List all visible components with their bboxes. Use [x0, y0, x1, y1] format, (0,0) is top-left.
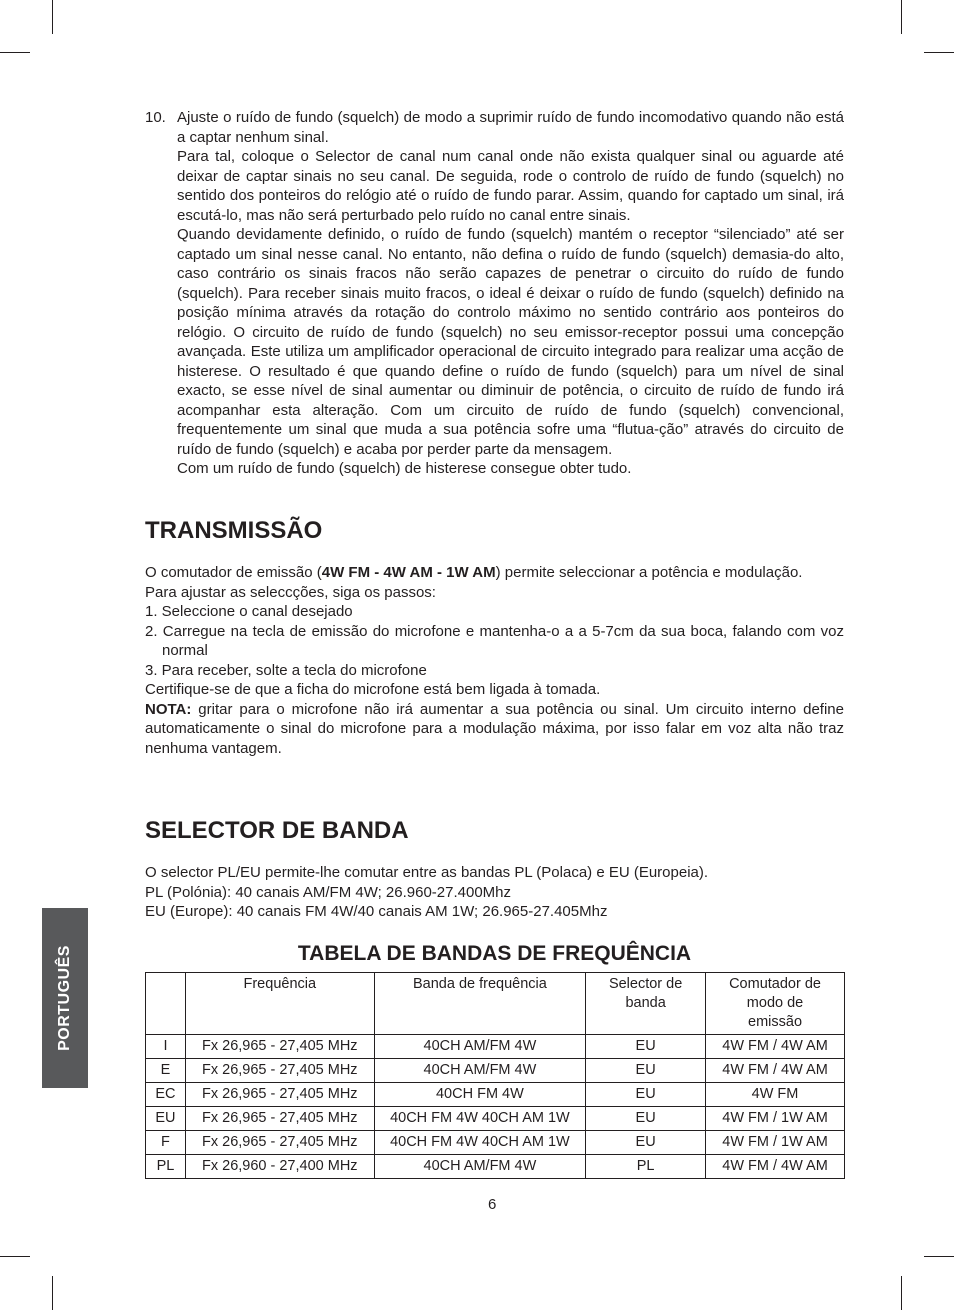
table-cell: 40CH FM 4W	[374, 1083, 586, 1107]
table-cell: 4W FM	[706, 1083, 845, 1107]
column-header: Frequência	[185, 973, 374, 1035]
table-cell: 4W FM / 4W AM	[706, 1155, 845, 1179]
column-header: Comutador de modo de emissão	[706, 973, 845, 1035]
item-paragraph: Para tal, coloque o Selector de canal num canal onde não exista qualquer sinal ou aguarde até deixar de captar sinais no seu canal. De seguida, rode o controlo de ruído de fundo (squelch) no sentido dos ponteiros do relógio até o ruído de fundo parar. Assim, quando for captado um sinal, irá escutá-lo, mas não será perturbado pelo ruído no canal entre sinais.	[177, 148, 844, 224]
crop-mark	[0, 1256, 30, 1257]
crop-mark	[901, 0, 902, 34]
item-paragraph: Com um ruído de fundo (squelch) de histerese consegue obter tudo.	[177, 460, 632, 477]
table-cell: EU	[586, 1059, 706, 1083]
table-cell: 40CH FM 4W 40CH AM 1W	[374, 1131, 586, 1155]
section-heading-transmissao: TRANSMISSÃO	[145, 517, 323, 544]
table-cell: 40CH AM/FM 4W	[374, 1035, 586, 1059]
selector-line: PL (Polónia): 40 canais AM/FM 4W; 26.960-27.400Mhz	[145, 883, 512, 901]
table-row	[146, 1131, 845, 1155]
table-cell: Fx 26,965 - 27,405 MHz	[185, 1035, 374, 1059]
frequency-table	[145, 972, 845, 1179]
note	[145, 700, 844, 759]
transmissao-body	[145, 563, 844, 758]
note-label: NOTA:	[145, 700, 192, 718]
note-text: gritar para o microfone não irá aumentar a sua potência ou sinal. Um circuito interno define automaticamente o sinal do microfone para a modulação máxima, por isso falar em voz alta não traz nenhuma vantagem.	[145, 700, 844, 757]
table-row	[146, 1035, 845, 1059]
item-paragraph: Quando devidamente definido, o ruído de fundo (squelch) mantém o receptor “silenciado” até ser captado um sinal nesse canal. No entanto, não defina o ruído de fundo (squelch) demasia-do alto, caso contrário os sinais fracos não serão capazes de penetrar o circuito do ruído de fundo (squelch). Para receber sinais muito fracos, o ideal é deixar o ruído de fundo (squelch) definido na posição mínima através da rotação do controlo máximo no sentido contrário aos ponteiros do relógio. O circuito de ruído de fundo (squelch) no seu emissor-receptor possui uma concepção avançada. Este utiliza um amplificador operacional de circuito integrado para realizar uma acção de histerese. O resultado é que quando define o ruído de fundo (squelch) para um nível de sinal exacto, se esse nível de sinal aumentar ou diminuir de potência, o circuito de ruído de fundo irá acompanhar esta alteração. Com um circuito de ruído de fundo (squelch) convencional, frequentemente um sinal que muda a sua potência sofre uma “flutua-ção” através do circuito de ruído de fundo (squelch) e acaba por perder parte da mensagem.	[177, 226, 844, 458]
item-number: 10.	[145, 109, 166, 126]
table-row	[146, 1107, 845, 1131]
table-cell: EU	[586, 1131, 706, 1155]
intro-text: ) permite seleccionar a potência e modulação.	[495, 564, 803, 581]
certify-text: Certifique-se de que a ficha do microfone está bem ligada à tomada.	[145, 681, 601, 698]
list-item-10	[145, 108, 844, 479]
steps-intro: Para ajustar as seleccções, siga os passos:	[145, 583, 436, 601]
table-cell: 40CH AM/FM 4W	[374, 1155, 586, 1179]
column-header: Banda de frequência	[374, 973, 586, 1035]
table-cell: EC	[146, 1083, 186, 1107]
table-cell: 4W FM / 4W AM	[706, 1059, 845, 1083]
table-cell: 40CH FM 4W 40CH AM 1W	[374, 1107, 586, 1131]
crop-mark	[924, 52, 954, 53]
table-row	[146, 1059, 845, 1083]
item-paragraph: Ajuste o ruído de fundo (squelch) de modo a suprimir ruído de fundo incomodativo quando não está a captar nenhum sinal.	[177, 109, 844, 146]
table-cell: Fx 26,965 - 27,405 MHz	[185, 1083, 374, 1107]
table-cell: Fx 26,965 - 27,405 MHz	[185, 1131, 374, 1155]
table-cell: E	[146, 1059, 186, 1083]
step-1: 1. Seleccione o canal desejado	[145, 603, 353, 620]
crop-mark	[901, 1276, 902, 1310]
selector-line: O selector PL/EU permite-lhe comutar entre as bandas PL (Polaca) e EU (Europeia).	[145, 864, 709, 881]
table-cell: I	[146, 1035, 186, 1059]
table-title: TABELA DE BANDAS DE FREQUÊNCIA	[297, 942, 692, 965]
language-tab	[42, 908, 88, 1088]
selector-body	[145, 863, 844, 922]
table-row	[146, 1155, 845, 1179]
intro-text: O comutador de emissão (	[145, 564, 322, 581]
table-cell: Fx 26,965 - 27,405 MHz	[185, 1107, 374, 1131]
table-cell: 4W FM / 1W AM	[706, 1107, 845, 1131]
crop-mark	[52, 1276, 53, 1310]
table-cell: Fx 26,965 - 27,405 MHz	[185, 1059, 374, 1083]
table-cell: EU	[586, 1107, 706, 1131]
table-cell: 4W FM / 4W AM	[706, 1035, 845, 1059]
table-row	[146, 1083, 845, 1107]
power-modes: 4W FM - 4W AM - 1W AM	[321, 564, 496, 581]
transmissao-intro	[145, 563, 844, 583]
table-cell: Fx 26,960 - 27,400 MHz	[185, 1155, 374, 1179]
language-tab-label: PORTUGUÊS	[56, 945, 73, 1051]
table-cell: EU	[586, 1083, 706, 1107]
crop-mark	[0, 52, 30, 53]
table-cell: 4W FM / 1W AM	[706, 1131, 845, 1155]
crop-mark	[52, 0, 53, 34]
step-2: 2. Carregue na tecla de emissão do microfone e mantenha-o a a 5-7cm da sua boca, falando com voz normal	[145, 622, 844, 659]
table-cell: PL	[586, 1155, 706, 1179]
table-cell: EU	[146, 1107, 186, 1131]
table-cell: 40CH AM/FM 4W	[374, 1059, 586, 1083]
selector-line: EU (Europe): 40 canais FM 4W/40 canais AM 1W; 26.965-27.405Mhz	[145, 903, 608, 920]
table-cell: F	[146, 1131, 186, 1155]
table-cell: EU	[586, 1035, 706, 1059]
step-3: 3. Para receber, solte a tecla do microfone	[145, 661, 427, 679]
section-heading-selector: SELECTOR DE BANDA	[145, 817, 409, 844]
table-cell: PL	[146, 1155, 186, 1179]
table-header-row	[146, 973, 845, 1035]
column-header: Selector de banda	[586, 973, 706, 1035]
page-number: 6	[488, 1196, 497, 1213]
crop-mark	[924, 1256, 954, 1257]
column-header	[146, 973, 186, 1035]
